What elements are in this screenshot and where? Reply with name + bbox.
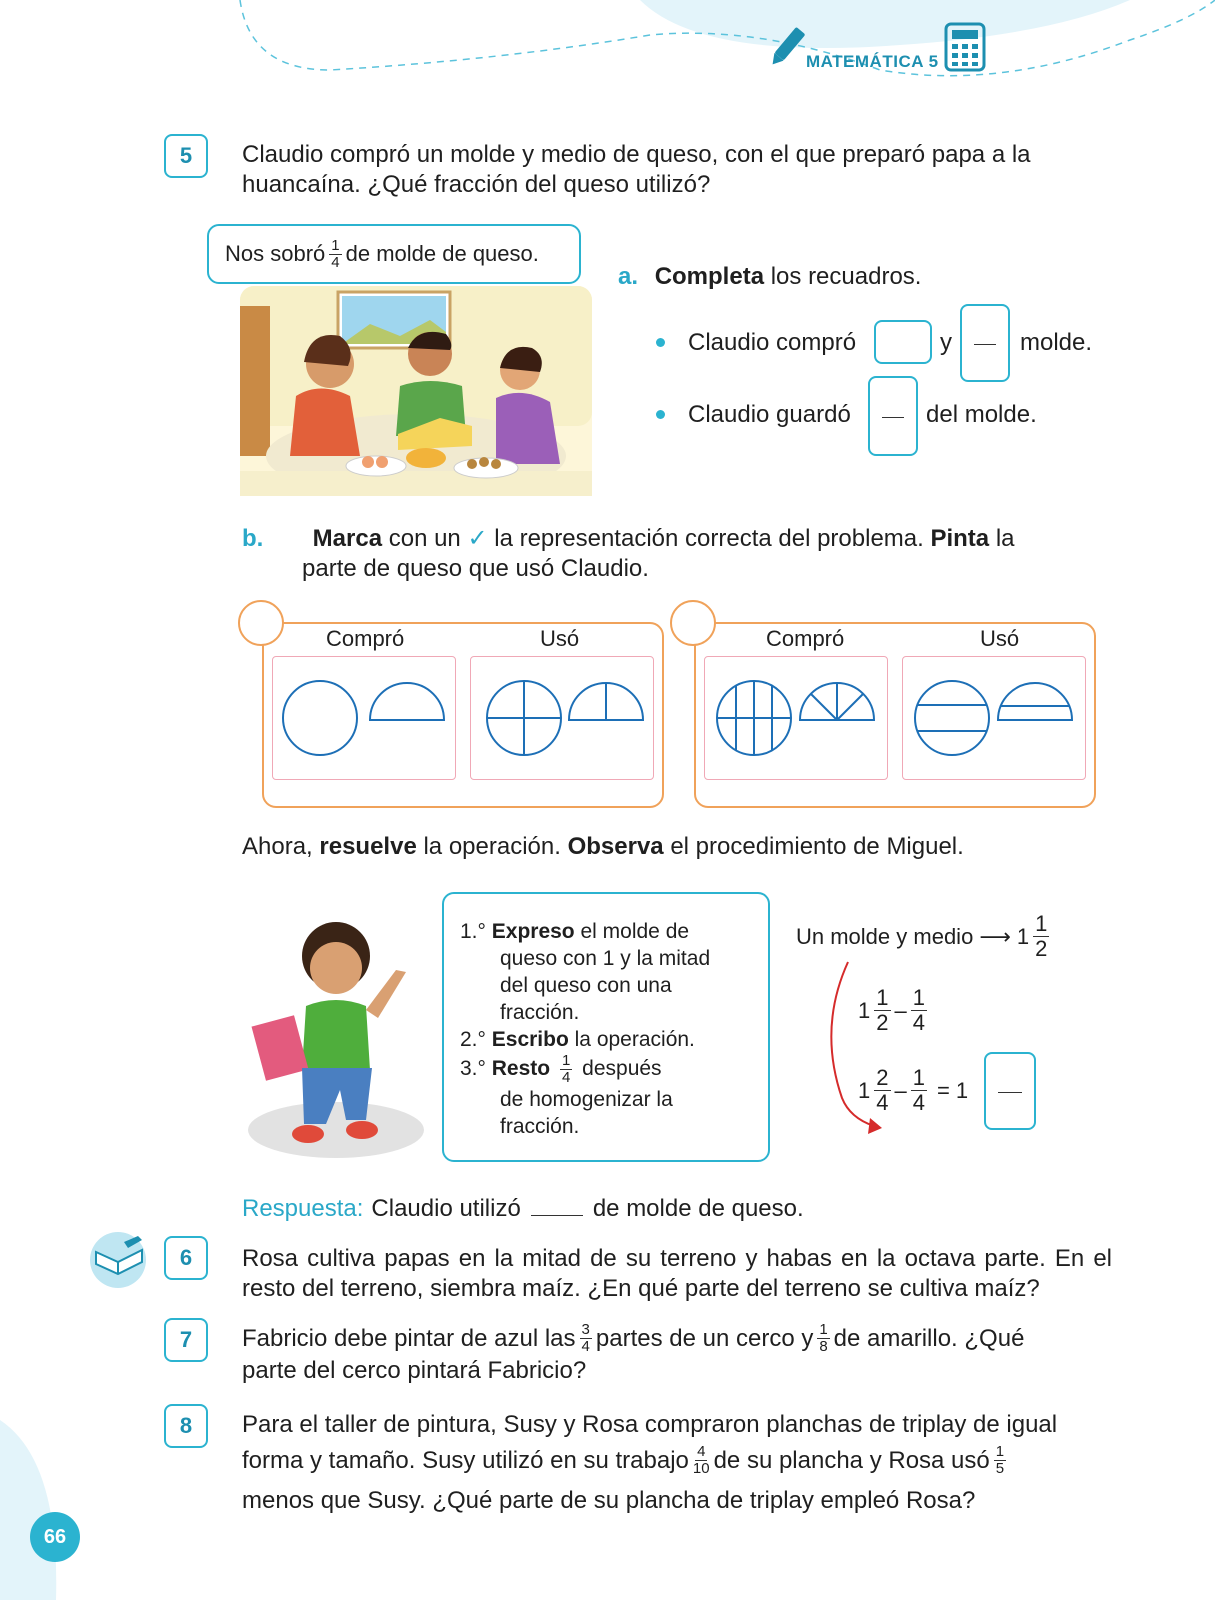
pencil-icon bbox=[768, 22, 808, 70]
problem-8-line1: Para el taller de pintura, Susy y Rosa compraron planchas de triplay de igual bbox=[242, 1411, 1058, 1438]
operation-line1: 1 $\frac{1}{2}$ – $\frac{1}{4}$ bbox=[858, 985, 925, 1035]
problem-5-text: Claudio compró un molde y medio de queso, con el que preparó papa a la huancaína. ¿Qué fracción del queso utilizó? bbox=[242, 141, 1031, 198]
part-a: a. Completa los recuadros. bbox=[618, 263, 922, 290]
whole-circle-1 bbox=[283, 681, 357, 755]
check-icon: ✓ bbox=[467, 525, 488, 552]
half-circle-3 bbox=[998, 683, 1072, 720]
check-circle-left[interactable] bbox=[238, 600, 284, 646]
now-instruction: Ahora, resuelve la operación. Observa el procedimiento de Miguel. bbox=[242, 833, 964, 860]
answer-blank[interactable] bbox=[531, 1215, 583, 1216]
header-title: MATEMÁTICA 5 bbox=[806, 52, 939, 71]
operation-line2: 1 $\frac{2}{4}$ – $\frac{1}{4}$ = 1 bbox=[858, 1065, 969, 1115]
family-illustration bbox=[240, 286, 592, 496]
card-right-compro: Compró bbox=[766, 626, 845, 651]
operation-header: Un molde y medio ⟶ 1 $\frac{1}{2}$ bbox=[796, 911, 1048, 961]
page-number: 66 bbox=[30, 1512, 80, 1562]
answer-line: Respuesta: Claudio utilizó de molde de queso. bbox=[242, 1195, 804, 1222]
problem-6-number: 6 bbox=[164, 1236, 208, 1280]
answer-box-fraction-1[interactable] bbox=[960, 304, 1010, 382]
part-b-line2: parte de queso que usó Claudio. bbox=[302, 555, 649, 582]
bullet bbox=[656, 338, 665, 347]
a-item2-pre: Claudio guardó bbox=[688, 401, 851, 428]
card-right-shapes bbox=[704, 656, 1094, 780]
a-item2-post: del molde. bbox=[926, 401, 1037, 428]
a-item1-post: molde. bbox=[1020, 329, 1093, 356]
miguel-illustration bbox=[246, 910, 436, 1160]
operation-answer-box[interactable] bbox=[984, 1052, 1036, 1130]
footer-decoration bbox=[0, 1420, 70, 1600]
problem-7-line2: parte del cerco pintará Fabricio? bbox=[242, 1357, 587, 1384]
procedure-steps: 1.° Expreso el molde de queso con 1 y la mitad del queso con una fracción. 2.° Escribo la operación. 3.° Resto $\frac{1}{4}$ después de homogenizar la fracción. bbox=[460, 920, 711, 1138]
answer-box-fraction-2[interactable] bbox=[868, 376, 918, 456]
part-b-line1: b. Marca con un ✓ la representación correcta del problema. Pinta la bbox=[242, 525, 1015, 552]
striped-circle bbox=[915, 681, 989, 755]
speech-pre: Nos sobró bbox=[225, 241, 326, 266]
problem-8-number: 8 bbox=[164, 1404, 208, 1448]
problem-6-text: Rosa cultiva papas en la mitad de su terreno y habas en la octava parte. En el resto del terreno, siembra maíz. ¿En qué parte del terreno se cultiva maíz? bbox=[242, 1245, 1112, 1302]
half-circle-1 bbox=[370, 683, 444, 720]
notebook-icon bbox=[88, 1230, 152, 1288]
problem-7-number: 7 bbox=[164, 1318, 208, 1362]
a-item1-y: y bbox=[940, 329, 952, 356]
problem-8-line2: forma y tamaño. Susy utilizó en su trabajo $\frac{4}{10}$ de su plancha y Rosa usó $\frac{1}{5}$ bbox=[242, 1443, 1005, 1477]
answer-box-whole[interactable] bbox=[874, 320, 932, 364]
problem-8-line3: menos que Susy. ¿Qué parte de su plancha de triplay empleó Rosa? bbox=[242, 1487, 976, 1514]
bullet bbox=[656, 410, 665, 419]
speech-fraction: $\frac{1}{4}$ bbox=[331, 236, 340, 271]
problem-5-number: 5 bbox=[164, 134, 208, 178]
header-decoration bbox=[0, 0, 1215, 110]
speech-bubble bbox=[207, 224, 581, 284]
problem-7-line1: Fabricio debe pintar de azul las $\frac{3}{4}$ partes de un cerco y $\frac{1}{8}$ de amarillo. ¿Qué bbox=[242, 1321, 1025, 1355]
card-left-compro: Compró bbox=[326, 626, 405, 651]
card-left-shapes bbox=[272, 656, 662, 780]
speech-post: de molde de queso. bbox=[345, 241, 539, 266]
card-left-uso: Usó bbox=[540, 626, 580, 651]
calculator-icon bbox=[944, 22, 988, 72]
a-item1-pre: Claudio compró bbox=[688, 329, 857, 356]
check-circle-right[interactable] bbox=[670, 600, 716, 646]
card-right-uso: Usó bbox=[980, 626, 1020, 651]
